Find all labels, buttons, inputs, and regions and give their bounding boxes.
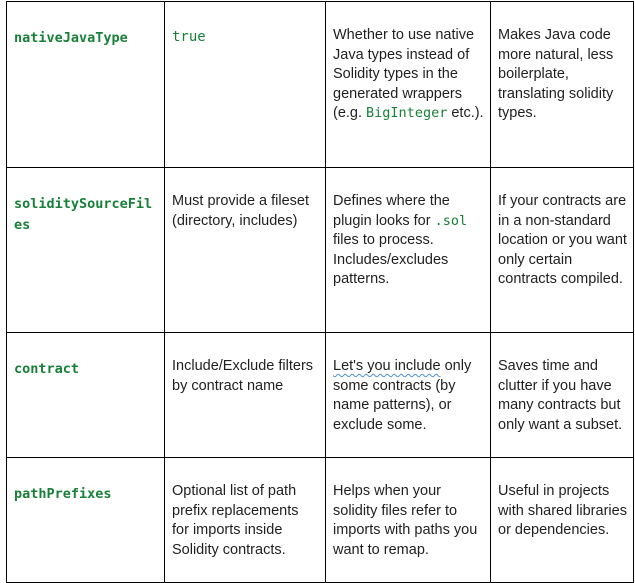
param-description-cell (326, 333, 491, 458)
description-text: files to process. Includes/excludes patterns. (333, 232, 449, 288)
param-value-cell (165, 168, 326, 333)
param-benefit-cell (491, 333, 634, 458)
spellcheck-flagged-text: Let's you include (333, 358, 441, 374)
param-name: contract (14, 361, 80, 377)
description-text: Helps when your solidity files refer to imports with paths you want to remap. (333, 483, 478, 558)
param-description-cell (326, 458, 491, 583)
param-name-cell (7, 2, 165, 168)
param-benefit-cell (491, 458, 634, 583)
description-text: etc.). (447, 105, 484, 122)
param-value-cell (165, 2, 326, 168)
benefit-text: If your contracts are in a non-standard location or you want only certain contracts compiled. (498, 193, 627, 288)
table-row (7, 2, 634, 168)
param-benefit-cell (491, 2, 634, 168)
param-name-cell (7, 458, 165, 583)
benefit-text: Makes Java code more natural, less boilerplate, translating solidity types. (498, 27, 614, 122)
benefit-text: Saves time and clutter if you have many contracts but only want a subset. (498, 358, 623, 433)
param-name-cell (7, 168, 165, 333)
param-description-cell (326, 168, 491, 333)
description-code: BigInteger (366, 105, 448, 122)
parameters-table (6, 1, 634, 583)
param-description-cell (326, 2, 491, 168)
param-value: Must provide a fileset (directory, includes) (172, 193, 310, 229)
param-value-cell (165, 333, 326, 458)
param-value: true (172, 29, 206, 45)
param-value-cell (165, 458, 326, 583)
description-text: Whether to use native Java types instead of Solidity types in the generated wrappers (e.g. (333, 27, 475, 122)
param-value: Include/Exclude filters by contract name (172, 358, 314, 394)
param-value: Optional list of path prefix replacements for imports inside Solidity contracts. (172, 483, 299, 558)
param-name-cell (7, 333, 165, 458)
table-row (7, 168, 634, 333)
description-text: only some contracts (by name patterns), or exclude some. (333, 358, 472, 433)
benefit-text: Useful in projects with shared libraries or dependencies. (498, 483, 627, 539)
description-code: .sol (434, 212, 468, 229)
table-row (7, 333, 634, 458)
description-text: Defines where the plugin looks for (333, 193, 450, 229)
table-row (7, 458, 634, 583)
param-name: nativeJavaType (14, 30, 128, 46)
param-benefit-cell (491, 168, 634, 333)
param-name: pathPrefixes (14, 486, 112, 502)
param-name: soliditySourceFiles (14, 196, 153, 233)
